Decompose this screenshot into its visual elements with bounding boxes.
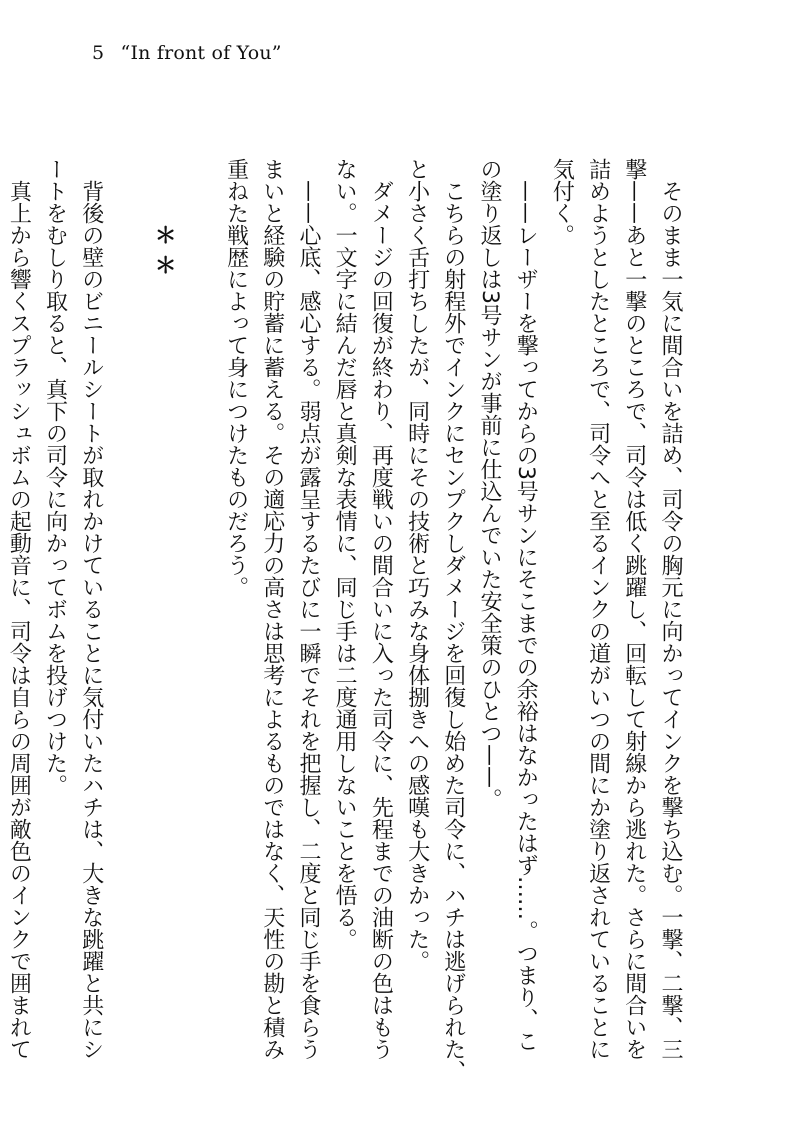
text-line: 背後の壁のビニールシートが取れかけていることに気付いたハチは、大きな跳躍と共にシ: [78, 158, 104, 1060]
body-text: [6, 158, 688, 1082]
text-line: 撃——あと一撃のところで、司令は低く跳躍し、回転して射線から逃れた。さらに間合いを: [621, 158, 647, 1060]
text-line: ない。一文字に結んだ唇と真剣な表情に、同じ手は二度通用しないことを悟る。: [332, 158, 358, 950]
text-line: ートをむしり取ると、真下の司令に向かってボムを投げつけた。: [42, 158, 68, 796]
text-line: 重ねた戦歴によって身につけたものだろう。: [223, 158, 249, 598]
text-line: 真上から響くスプラッシュボムの起動音に、司令は自らの周囲が敵色のインクで囲まれて: [6, 158, 32, 1060]
page-number: 5: [92, 42, 105, 64]
text-line: ——心底、感心する。弱点が露呈するたびに一瞬でそれを把握し、二度と同じ手を食らう: [295, 158, 321, 1060]
text-line: ダメージの回復が終わり、再度戦いの間合いに入った司令に、先程までの油断の色はもう: [368, 158, 394, 1060]
text-line: と小さく舌打ちしたが、同時にその技術と巧みな身体捌きへの感嘆も大きかった。: [404, 158, 430, 972]
text-line: ——レーザーを撃ってからの3号サンにそこまでの余裕はなかったはず……。つまり、こ: [513, 158, 539, 1052]
blank-line: [181, 158, 217, 1058]
text-line: の塗り返しは3号サンが事前に仕込んでいた安全策のひとつ——。: [476, 158, 502, 810]
scene-break: ＊＊: [151, 224, 177, 284]
chapter-title: “In front of You”: [120, 42, 282, 64]
text-line: 気付く。: [549, 158, 575, 246]
blank-line: [109, 158, 145, 1058]
text-line: まいと経験の貯蓄に蓄える。その適応力の高さは思考によるものではなく、天性の勘と積み: [259, 158, 285, 1060]
text-line: こちらの射程外でインクにセンプクしダメージを回復し始めた司令に、ハチは逃げられた、: [440, 158, 466, 1082]
text-line: 詰めようとしたところで、司令へと至るインクの道がいつの間にか塗り返されていることに: [585, 158, 611, 1060]
page-header: [92, 42, 282, 64]
text-line: そのまま一気に間合いを詰め、司令の胸元に向かってインクを撃ち込む。一撃、二撃、三: [658, 158, 683, 1060]
